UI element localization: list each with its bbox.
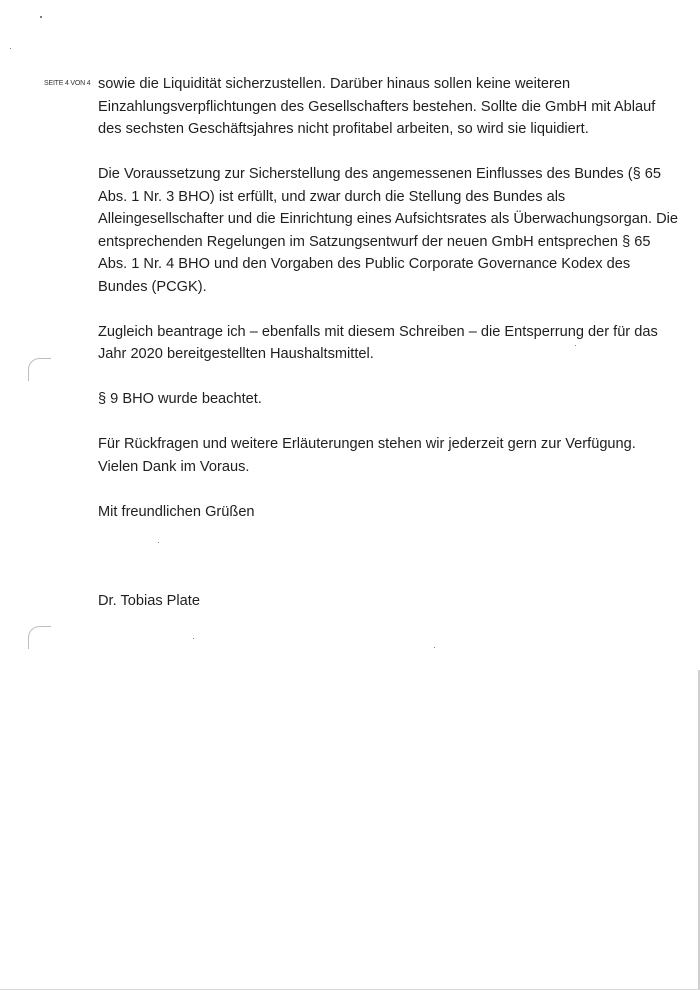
scan-speck	[158, 542, 159, 543]
text-line: Die Voraussetzung zur Sicherstellung des angemessenen Einflusses des Bundes (§ 65	[98, 166, 662, 182]
closing-salutation: Mit freundlichen Grüßen	[98, 503, 255, 520]
scan-speck	[40, 16, 42, 18]
text-line: sowie die Liquidität sicherzustellen. Darüber hinaus sollen keine weiteren	[98, 76, 571, 92]
text-line: § 9 BHO wurde beachtet.	[98, 391, 262, 407]
scan-speck	[575, 345, 576, 346]
signatory-name: Dr. Tobias Plate	[98, 593, 200, 609]
paragraph-bho-note	[98, 388, 618, 411]
text-line: Abs. 1 Nr. 3 BHO) ist erfüllt, und zwar durch die Stellung des Bundes als	[98, 188, 566, 205]
paragraph-federal-influence	[98, 163, 679, 298]
paragraph-liquidity	[98, 73, 656, 141]
punch-hole-mark	[28, 626, 51, 649]
text-line: Für Rückfragen und weitere Erläuterungen stehen wir jederzeit gern zur Verfügung.	[98, 436, 636, 452]
paragraph-fund-release	[98, 321, 658, 366]
text-line: des sechsten Geschäftsjahres nicht profitabel arbeiten, so wird sie liquidiert.	[98, 121, 589, 137]
scan-speck	[10, 48, 11, 49]
scan-speck	[193, 638, 194, 639]
scan-speck	[434, 647, 435, 648]
text-line: Jahr 2020 bereitgestellten Haushaltsmittel.	[98, 346, 374, 362]
text-line: Einzahlungsverpflichtungen des Gesellschafters bestehen. Sollte die GmbH mit Ablauf	[98, 98, 656, 115]
text-line: Bundes (PCGK).	[98, 278, 207, 295]
text-line: Zugleich beantrage ich – ebenfalls mit diesem Schreiben – die Entsperrung der für das	[98, 323, 658, 340]
letter-body	[98, 73, 679, 613]
text-line: Vielen Dank im Voraus.	[98, 458, 250, 475]
text-line: entsprechenden Regelungen im Satzungsentwurf der neuen GmbH entsprechen § 65	[98, 233, 651, 250]
text-line: Abs. 1 Nr. 4 BHO und den Vorgaben des Public Corporate Governance Kodex des	[98, 256, 631, 272]
punch-hole-mark	[28, 358, 51, 381]
paragraph-questions	[98, 433, 636, 478]
text-line: Alleingesellschafter und die Einrichtung eines Aufsichtsrates als Überwachungsorgan. Die	[98, 211, 679, 227]
page-number-marker: SEITE 4 VON 4	[44, 80, 91, 87]
